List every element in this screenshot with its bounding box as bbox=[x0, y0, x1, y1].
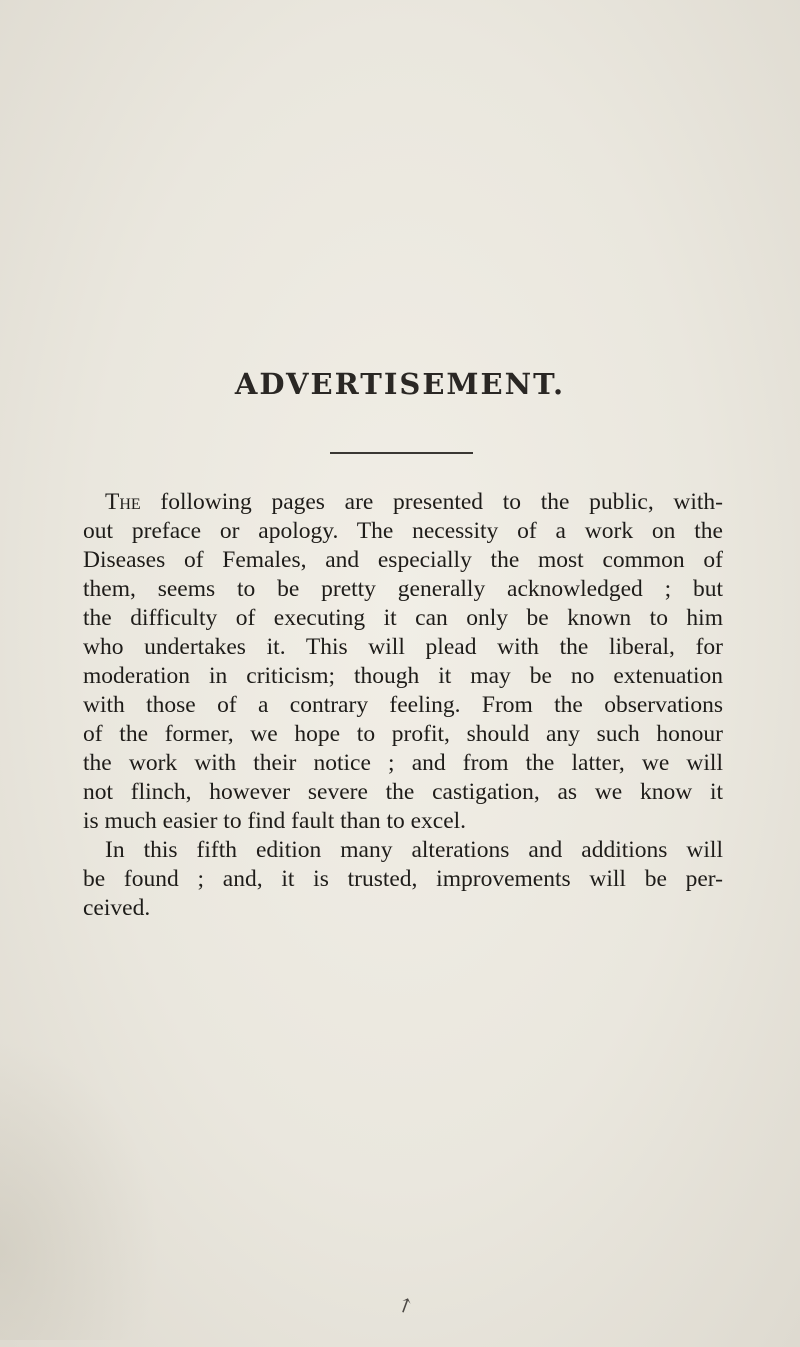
text-line: the difficulty of executing it can only be known to him bbox=[83, 605, 723, 631]
text-line: the work with their notice ; and from the latter, we will bbox=[83, 750, 723, 776]
paragraph-2 bbox=[83, 836, 723, 923]
text-line: be found ; and, it is trusted, improvements will be per- bbox=[83, 866, 723, 892]
text-line: them, seems to be pretty generally acknowledged ; but bbox=[83, 576, 723, 602]
stray-mark: ↗ bbox=[393, 1292, 418, 1320]
text-line: In this fifth edition many alterations and additions will bbox=[105, 837, 723, 863]
heading-rule bbox=[330, 452, 473, 454]
text-line: Diseases of Females, and especially the most common of bbox=[83, 547, 723, 573]
first-word: The bbox=[105, 489, 141, 515]
text-line: is much easier to find fault than to excel. bbox=[83, 808, 467, 834]
text-line: moderation in criticism; though it may be no extenuation bbox=[83, 663, 723, 689]
text-line: with those of a contrary feeling. From the observations bbox=[83, 692, 723, 718]
page-heading: ADVERTISEMENT. bbox=[234, 367, 566, 401]
paragraph-1 bbox=[83, 488, 723, 836]
page-stain bbox=[0, 1040, 160, 1340]
text-line: who undertakes it. This will plead with the liberal, for bbox=[83, 634, 723, 660]
text-line: ceived. bbox=[83, 895, 151, 921]
text-line: out preface or apology. The necessity of a work on the bbox=[83, 518, 723, 544]
text-line-rest: following pages are presented to the public, with- bbox=[140, 489, 723, 515]
text-line bbox=[83, 488, 723, 517]
text-line: of the former, we hope to profit, should any such honour bbox=[83, 721, 723, 747]
text-line: not flinch, however severe the castigation, as we know it bbox=[83, 779, 723, 805]
body-text bbox=[83, 488, 723, 923]
